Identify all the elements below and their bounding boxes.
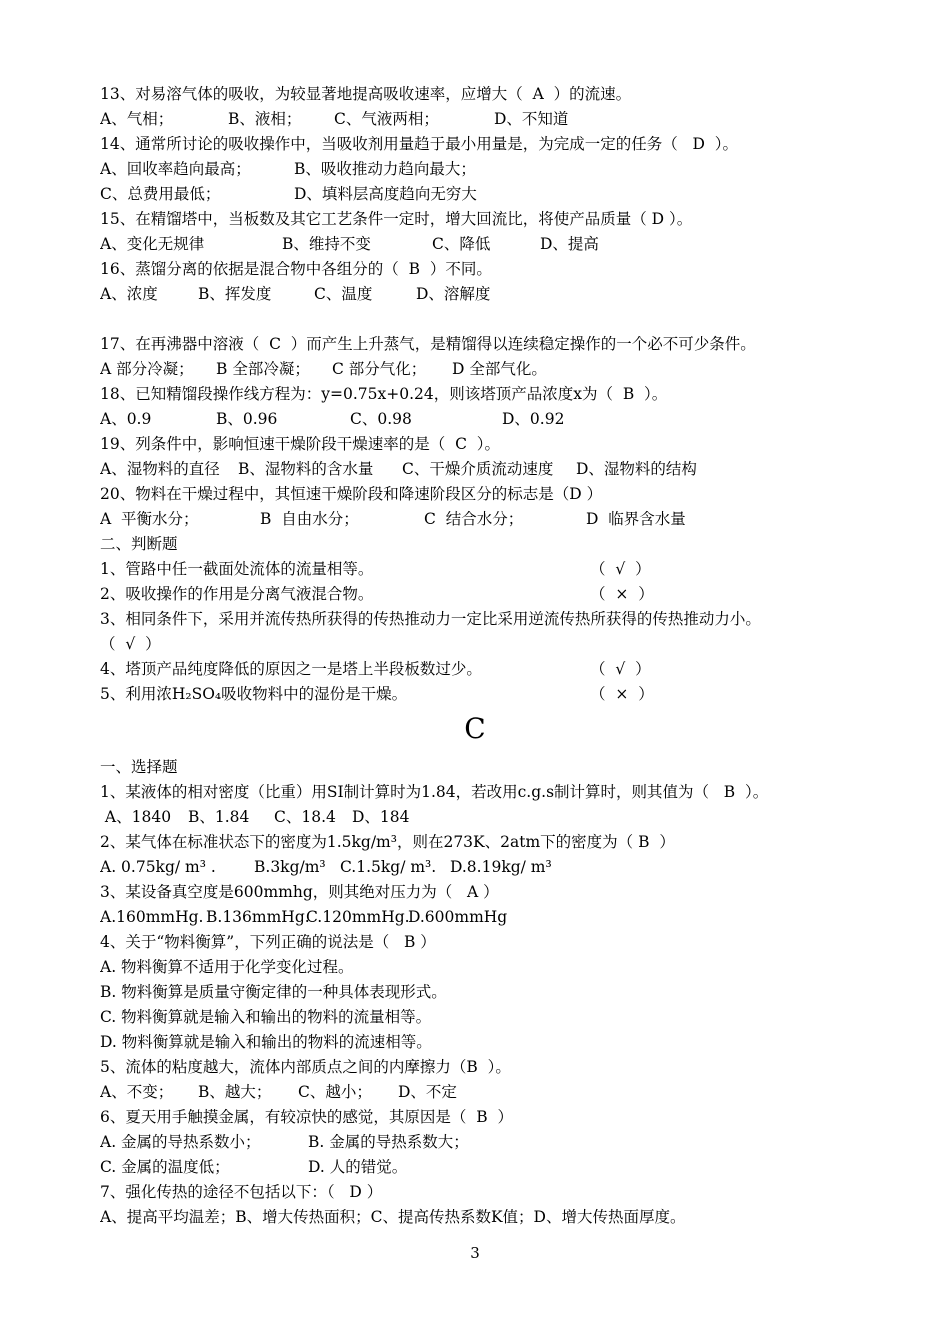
- line-c2-options: A. 0.75kg/ m³ . B.3kg/m³ C.1.5kg/ m³. D.8.19kg/ m³: [100, 858, 552, 876]
- judge-1-answer: （ √ ）: [590, 560, 651, 578]
- line-c3-options: A.160mmHg. B.136mmHg.C.120mmHg.D.600mmHg: [100, 908, 508, 926]
- judge-4-answer: （ √ ）: [590, 660, 651, 678]
- judge-3-answer: （ √ ）: [100, 635, 161, 653]
- line-q14-options-ab: A、回收率趋向最高； B、吸收推动力趋向最大；: [100, 160, 476, 178]
- line-c6-options-ab: A. 金属的导热系数小； B. 金属的导热系数大；: [100, 1133, 469, 1151]
- line-q14: 14、通常所讨论的吸收操作中，当吸收剂用量趋于最小用量是，为完成一定的任务（ D ）。: [100, 135, 739, 153]
- section-heading-judge: 二、判断题: [100, 535, 178, 553]
- line-q20-options: A 平衡水分； B 自由水分； C 结合水分； D 临界含水量: [100, 510, 686, 528]
- line-c4-option-c: C. 物料衡算就是输入和输出的物料的流量相等。: [100, 1008, 432, 1026]
- section-title: C: [464, 712, 486, 745]
- line-c3: 3、某设备真空度是600mmhg，则其绝对压力为（ A ）: [100, 883, 499, 901]
- line-q14-options-cd: C、总费用最低； D、填料层高度趋向无穷大: [100, 185, 477, 203]
- line-q19: 19、列条件中，影响恒速干燥阶段干燥速率的是（ C ）。: [100, 435, 501, 453]
- line-q16-options: A、浓度 B、挥发度 C、温度 D、溶解度: [100, 285, 491, 303]
- judge-2-answer: （ × ）: [590, 585, 654, 603]
- line-c4-option-d: D. 物料衡算就是输入和输出的物料的流速相等。: [100, 1033, 432, 1051]
- line-q18: 18、已知精馏段操作线方程为：y=0.75x+0.24，则该塔顶产品浓度x为（ B ）。: [100, 385, 668, 403]
- judge-5: 5、利用浓H₂SO₄吸收物料中的湿份是干燥。: [100, 685, 408, 703]
- line-c6-options-cd: C. 金属的温度低； D. 人的错觉。: [100, 1158, 408, 1176]
- line-q13-options: A、气相； B、液相； C、气液两相； D、不知道: [100, 110, 569, 128]
- line-q15-options: A、变化无规律 B、维持不变 C、降低 D、提高: [100, 235, 599, 253]
- line-c4: 4、关于“物料衡算”，下列正确的说法是（ B ）: [100, 933, 436, 951]
- judge-3: 3、相同条件下，采用并流传热所获得的传热推动力一定比采用逆流传热所获得的传热推动力小。: [100, 610, 761, 628]
- line-q17: 17、在再沸器中溶液（ C ）而产生上升蒸气，是精馏得以连续稳定操作的一个必不可少条件。: [100, 335, 756, 353]
- line-q13: 13、对易溶气体的吸收，为较显著地提高吸收速率，应增大（ A ）的流速。: [100, 85, 632, 103]
- line-c5-options: A、不变； B、越大； C、越小； D、不定: [100, 1083, 457, 1101]
- line-q15: 15、在精馏塔中，当板数及其它工艺条件一定时，增大回流比，将使产品质量（ D ）。: [100, 210, 693, 228]
- line-c5: 5、流体的粘度越大，流体内部质点之间的内摩擦力（B ）。: [100, 1058, 511, 1076]
- judge-2: 2、吸收操作的作用是分离气液混合物。: [100, 585, 374, 603]
- section-heading-choice: 一、选择题: [100, 758, 178, 776]
- line-q20: 20、物料在干燥过程中，其恒速干燥阶段和降速阶段区分的标志是（D ）: [100, 485, 603, 503]
- line-c4-option-b: B. 物料衡算是质量守衡定律的一种具体表现形式。: [100, 983, 447, 1001]
- line-c4-option-a: A. 物料衡算不适用于化学变化过程。: [100, 958, 354, 976]
- judge-4: 4、塔顶产品纯度降低的原因之一是塔上半段板数过少。: [100, 660, 482, 678]
- page-number: 3: [470, 1244, 480, 1262]
- line-q17-options: A 部分冷凝； B 全部冷凝； C 部分气化； D 全部气化。: [100, 360, 547, 378]
- line-q16: 16、蒸馏分离的依据是混合物中各组分的（ B ）不同。: [100, 260, 492, 278]
- judge-5-answer: （ × ）: [590, 685, 654, 703]
- line-c7: 7、强化传热的途径不包括以下：（ D ）: [100, 1183, 383, 1201]
- line-q19-options: A、湿物料的直径 B、湿物料的含水量 C、干燥介质流动速度 D、湿物料的结构: [100, 460, 697, 478]
- line-c2: 2、某气体在标准状态下的密度为1.5kg/m³，则在273K、2atm下的密度为（ B ）: [100, 833, 675, 851]
- line-c7-options: A、提高平均温差；B、增大传热面积；C、提高传热系数K值；D、增大传热面厚度。: [100, 1208, 686, 1226]
- line-c1-options: A、1840 B、1.84 C、18.4 D、184: [100, 808, 410, 826]
- judge-1: 1、管路中任一截面处流体的流量相等。: [100, 560, 374, 578]
- line-q18-options: A、0.9 B、0.96 C、0.98 D、0.92: [100, 410, 565, 428]
- line-c6: 6、夏天用手触摸金属，有较凉快的感觉，其原因是（ B ）: [100, 1108, 513, 1126]
- line-c1: 1、某液体的相对密度（比重）用SI制计算时为1.84，若改用c.g.s制计算时，则其值为（ B ）。: [100, 783, 769, 801]
